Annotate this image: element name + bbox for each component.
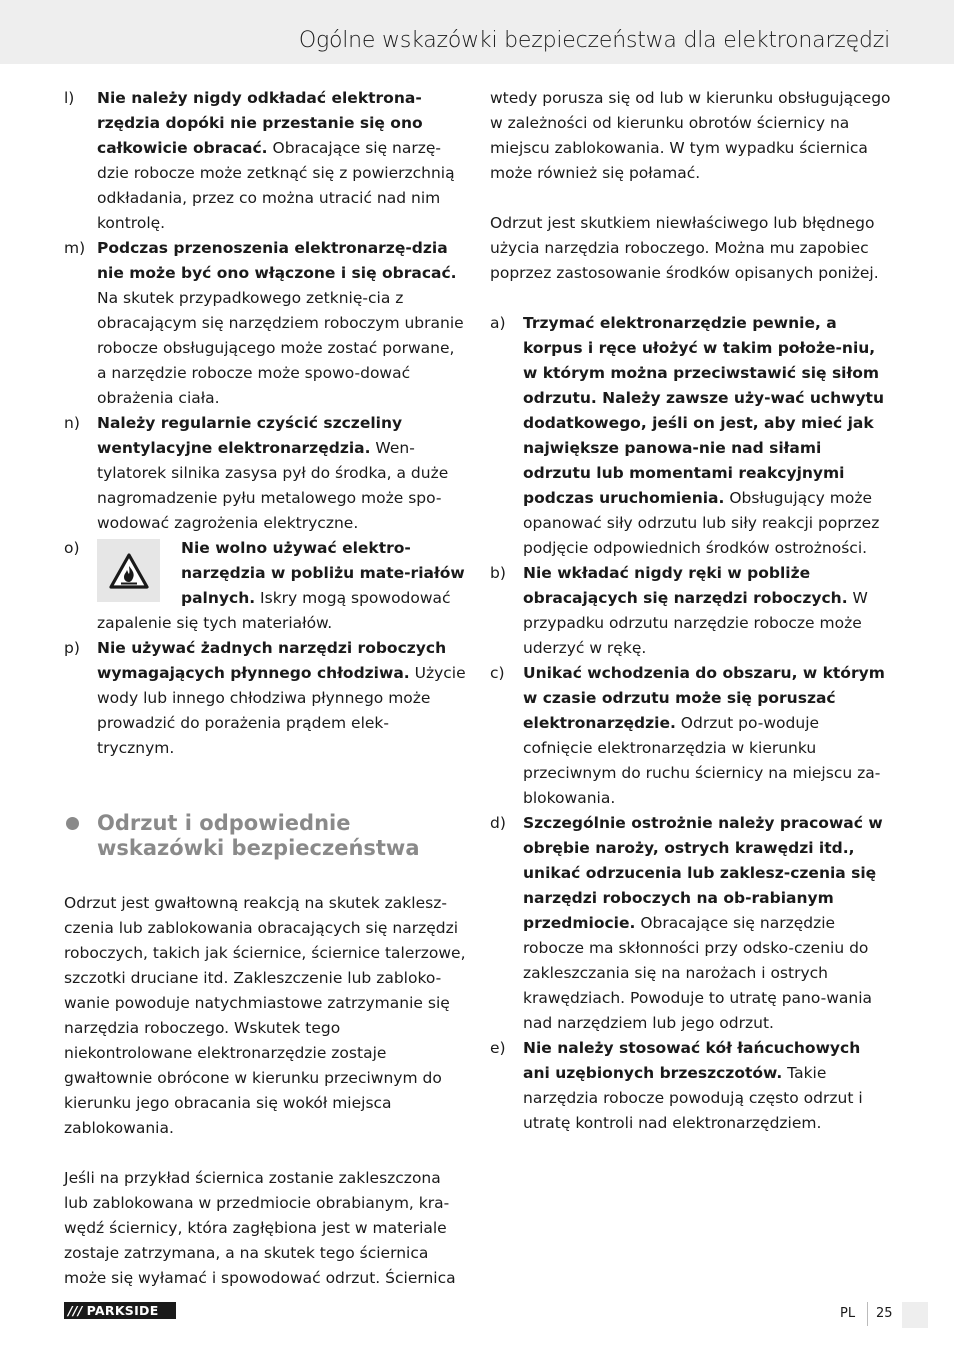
item-bold-text: Trzymać elektronarzędzie pewnie, a korpus i ręce ułożyć w takim położe-niu, w którym można przeciwstawić się siłom odrzutu. Należy zawsze uży-wać uchwytu dodatkowego, jeśli on jest, aby mieć jak największe panowa-nie nad siłami odrzutu lub momentami reakcyjnymi podczas uruchomienia. — [523, 314, 884, 507]
section-paragraph: Odrzut jest gwałtowną reakcją na skutek zaklesz-czenia lub zablokowania obracających się narzędzi roboczych, takich jak ściernice, ściernice talerzowe, szczotki druciane itd. Zakleszczenie lub zabloko-wanie powoduje natychmiastowe zatrzymanie się narzędzia roboczego. Wskutek tego niekontrolowane elektronarzędzie zostaje gwałtownie obrócone w kierunku przeciwnym do kierunku jego obracania się wokół miejsca zablokowania. — [64, 894, 466, 1137]
item-text: Obracające się narzędzie robocze ma skłonności przy odsko-czeniu do zakleszczania się na narożach i ostrych krawędziach. Powoduje to utratę pano-wania nad narzędziem lub jego odrzut. — [523, 914, 873, 1032]
item-text: Obracające się narzę-dzie robocze może zetknąć się z powierzchnią odkładania, przez co można utracić nad nim kontrolę. — [97, 139, 455, 232]
list-item-n — [64, 411, 466, 536]
item-text: Na skutek przypadkowego zetknię-cia z obracającym się narzędziem roboczym ubranie robocze obsługującego może zostać porwane, a narzędzie robocze może spowo-dować obrażenia ciała. — [97, 289, 464, 407]
list-item-o — [64, 536, 466, 636]
right-column — [490, 86, 892, 1136]
list-item-p — [64, 636, 466, 761]
brand-logo — [64, 1302, 176, 1319]
item-bold-text: Nie należy nigdy odkładać elektrona-rzędzia dopóki nie przestanie się ono całkowicie obracać. — [97, 89, 423, 157]
section-paragraph: Jeśli na przykład ściernica zostanie zakleszczona lub zablokowana w przedmiocie obrabianym, kra-wędź ściernicy, która zagłębiona jest w materiale zostaje zatrzymana, a na skutek tego ściernica może się wyłamać i spowodować odrzut. Ściernica — [64, 1169, 456, 1287]
item-text: Takie narzędzia robocze powodują często odrzut i utratę kontroli nad elektronarzędziem. — [523, 1064, 863, 1132]
list-item-a — [490, 311, 892, 561]
section-heading-text: Odrzut i odpowiednie wskazówki bezpieczeństwa — [97, 811, 420, 860]
footer-divider — [867, 1302, 868, 1326]
logo-text: PARKSIDE — [86, 1303, 159, 1318]
left-column — [64, 86, 466, 1291]
item-label: p) — [64, 639, 80, 657]
footer-tab — [902, 1302, 928, 1328]
item-bold-text: Nie używać żadnych narzędzi roboczych wymagających płynnego chłodziwa. — [97, 639, 447, 682]
page-number: 25 — [876, 1306, 893, 1321]
bullet-icon — [66, 817, 79, 830]
item-label: l) — [64, 89, 75, 107]
flammable-warning-icon — [97, 539, 160, 602]
item-bold-text: Szczególnie ostrożnie należy pracować w obrębie naroży, ostrych krawędzi itd., unikać odrzucenia lub zaklesz-czenia się narzędzi roboczych na ob-rabianym przedmiocie. — [523, 814, 883, 932]
logo-stripes: /// — [68, 1303, 83, 1318]
item-text: Obsługujący może opanować siły odrzutu lub siły reakcji poprzez podjęcie odpowiednich środków ostrożności. — [523, 489, 880, 557]
section-heading — [64, 811, 466, 861]
item-bold-text: Podczas przenoszenia elektronarzę-dzia nie może być ono włączone i się obracać. — [97, 239, 457, 282]
item-bold-text: Nie wkładać nigdy ręki w pobliże obracających się narzędzi roboczych. — [523, 564, 848, 607]
paragraph: wtedy porusza się od lub w kierunku obsługującego w zależności od kierunku obrotów ściernicy na miejscu zablokowania. W tym wypadku ściernica może również się połamać. — [490, 89, 891, 182]
list-item-l — [64, 86, 466, 236]
item-text: Odrzut po-woduje cofnięcie elektronarzędzia w kierunku przeciwnym do ruchu ściernicy na miejscu za-blokowania. — [523, 714, 881, 807]
list-item-b — [490, 561, 892, 661]
item-text: Użycie wody lub innego chłodziwa płynnego może prowadzić do porażenia prądem elek-trycznym. — [97, 664, 466, 757]
item-text: Wen-tylatorek silnika zasysa pył do środka, a duże nagromadzenie pyłu metalowego może spo-wodować zagrożenia elektryczne. — [97, 439, 449, 532]
language-code: PL — [840, 1306, 856, 1321]
item-bold-text: Należy regularnie czyścić szczeliny wentylacyjne elektronarzędzia. — [97, 414, 403, 457]
item-label: e) — [490, 1039, 506, 1057]
paragraph: Odrzut jest skutkiem niewłaściwego lub błędnego użycia narzędzia roboczego. Można mu zapobiec poprzez zastosowanie środków opisanych poniżej. — [490, 214, 879, 282]
list-item-d — [490, 811, 892, 1036]
item-label: o) — [64, 539, 80, 557]
list-item-m — [64, 236, 466, 411]
item-label: d) — [490, 814, 506, 832]
item-label: m) — [64, 239, 86, 257]
item-label: a) — [490, 314, 506, 332]
item-bold-text: Unikać wchodzenia do obszaru, w którym w czasie odrzutu może się poruszać elektronarzędzie. — [523, 664, 885, 732]
warning-triangle-icon — [109, 553, 149, 589]
item-bold-text: Nie wolno używać elektro-narzędzia w pobliżu mate-riałów palnych. — [181, 539, 465, 607]
list-item-c — [490, 661, 892, 811]
item-label: b) — [490, 564, 506, 582]
page-title: Ogólne wskazówki bezpieczeństwa dla elektronarzędzi — [298, 28, 890, 53]
list-item-e — [490, 1036, 892, 1136]
item-bold-text: Nie należy stosować kół łańcuchowych ani uzębionych brzeszczotów. — [523, 1039, 861, 1082]
item-label: n) — [64, 414, 80, 432]
item-label: c) — [490, 664, 505, 682]
item-text: W przypadku odrzutu narzędzie robocze może uderzyć w rękę. — [523, 589, 868, 657]
item-text: Iskry mogą spowodować zapalenie się tych materiałów. — [97, 589, 451, 632]
